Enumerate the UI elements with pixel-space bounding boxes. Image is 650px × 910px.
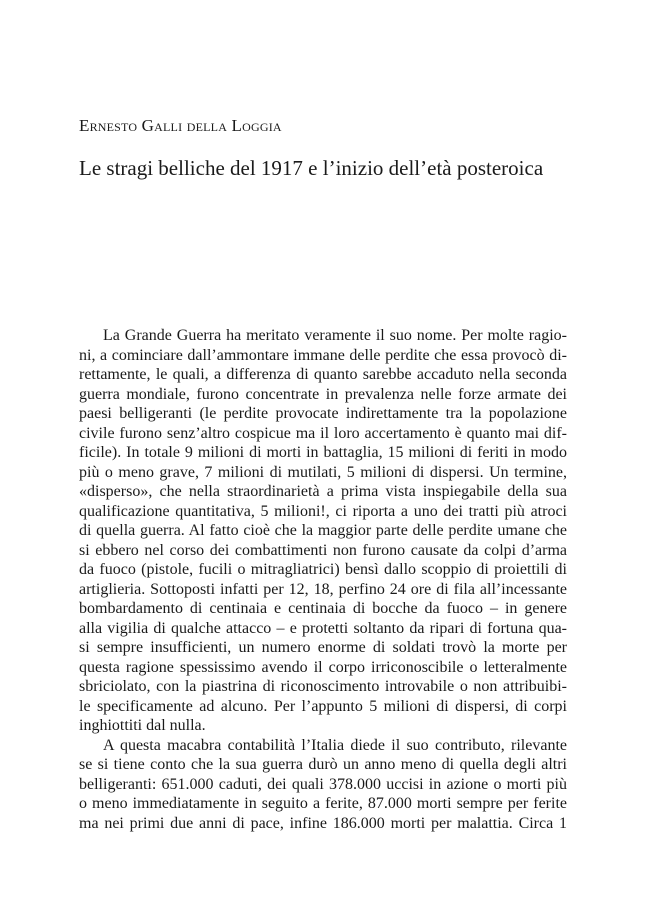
body-line: di quella guerra. Al fatto cioè che la maggior parte delle perdite umane che: [79, 522, 567, 539]
body-line: civile furono senz’altro cospicue ma il loro accertamento è quanto mai dif-: [79, 424, 567, 442]
body-line: più o meno grave, 7 milioni di mutilati, 5 milioni di dispersi. Un termine,: [79, 463, 567, 481]
body-line: «disperso», che nella straordinarietà a prima vista inspiegabile della sua: [79, 483, 567, 500]
body-line: A questa macabra contabilità l’Italia diede il suo contributo, rilevante: [103, 736, 567, 754]
body-line: paesi belligeranti (le perdite provocate indirettamente tra la popolazione: [79, 405, 567, 422]
body-line: le specificamente ad alcuno. Per l’appunto 5 milioni di dispersi, di corpi: [79, 697, 567, 715]
body-line: ficile). In totale 9 milioni di morti in battaglia, 15 milioni di feriti in modo: [79, 444, 567, 461]
body-line: questa ragione spessissimo avendo il corpo irriconoscibile o letteralmente: [79, 658, 567, 676]
body-line: belligeranti: 651.000 caduti, dei quali 378.000 uccisi in azione o morti più: [79, 775, 567, 793]
body-line: ni, a cominciare dall’ammontare immane delle perdite che essa provocò di-: [79, 346, 567, 364]
body-line: inghiottiti dal nulla.: [79, 717, 206, 734]
body-line: La Grande Guerra ha meritato veramente il suo nome. Per molte ragio-: [103, 327, 567, 344]
body-line: bombardamento di centinaia e centinaia di bocche da fuoco – in genere: [79, 600, 567, 617]
body-line: ma nei primi due anni di pace, infine 186.000 morti per malattia. Circa 1: [79, 814, 567, 832]
body-line: rettamente, le quali, a differenza di quanto sarebbe accaduto nella seconda: [79, 366, 567, 383]
chapter-title: Le stragi belliche del 1917 e l’inizio dell’età posteroica: [79, 156, 544, 180]
body-line: se si tiene conto che la sua guerra durò un anno meno di quella degli altri: [79, 756, 567, 773]
body-line: alla vigilia di qualche attacco – e protetti soltanto da ripari di fortuna qua-: [79, 619, 567, 637]
body-line: si sempre insufficienti, un numero enorme di soldati trovò la morte per: [79, 639, 567, 656]
body-line: o meno immediatamente in seguito a ferite, 87.000 morti sempre per ferite: [79, 795, 567, 812]
body-line: si ebbero nel corso dei combattimenti non furono causate da colpi d’arma: [79, 541, 567, 559]
body-line: artiglieria. Sottoposti infatti per 12, 18, perfino 24 ore di fila all’incessante: [79, 580, 567, 598]
body-line: sbriciolato, con la piastrina di riconoscimento introvabile o non attribuibi-: [79, 678, 567, 695]
author-name: Ernesto Galli della Loggia: [79, 116, 282, 135]
body-line: qualificazione quantitativa, 5 milioni!, ci riporta a uno dei tratti più atroci: [79, 502, 567, 520]
body-line: guerra mondiale, furono concentrate in prevalenza nelle forze armate dei: [79, 385, 567, 403]
body-text: [79, 326, 567, 833]
body-line: da fuoco (pistole, fucili o mitragliatrici) bensì dallo scoppio di proiettili di: [79, 561, 567, 578]
